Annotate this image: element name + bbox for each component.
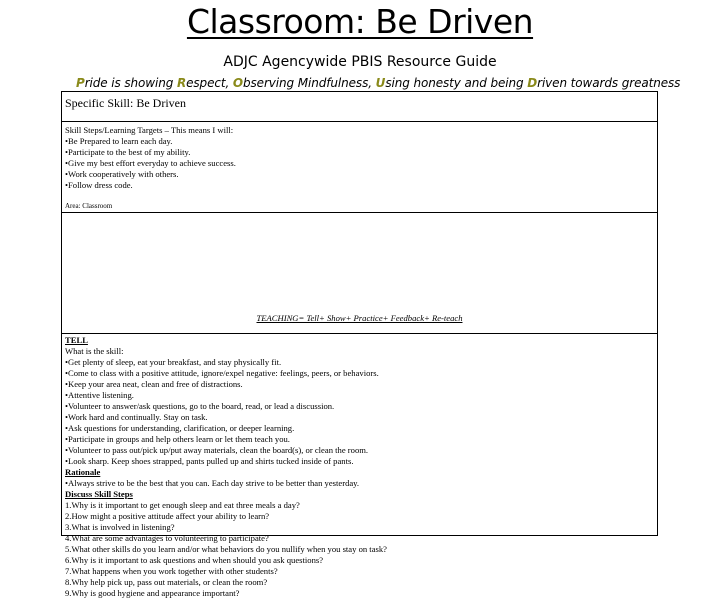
motto-text: espect, (186, 76, 233, 90)
motto-letter-u: U (375, 76, 386, 90)
motto-letter-o: O (232, 76, 244, 90)
motto-text: sing honesty and being (385, 76, 528, 90)
teaching-row (62, 213, 657, 334)
teaching-formula: TEACHING= Tell+ Show+ Practice+ Feedback+ Re-teach (256, 313, 463, 323)
discuss-question: 8.Why help pick up, pass out materials, or clean the room? (65, 577, 268, 587)
discuss-question: 9.Why is good hygiene and appearance important? (65, 588, 240, 598)
skill-steps-row (62, 122, 657, 200)
motto-letter-p: P (76, 76, 85, 90)
skill-steps-heading: Skill Steps/Learning Targets – This means I will: (65, 125, 234, 135)
tell-item: • Attentive listening. (65, 390, 387, 401)
area-row (62, 200, 657, 213)
skill-step-item: • Follow dress code. (65, 180, 236, 191)
tell-item: • Look sharp. Keep shoes strapped, pants pulled up and shirts tucked inside of pants. (65, 456, 387, 467)
area-label: Area: Classroom (65, 202, 113, 210)
discuss-question: 3.What is involved in listening? (65, 522, 175, 532)
tell-section (65, 335, 387, 599)
resource-table (61, 91, 658, 598)
discuss-question: 5.What other skills do you learn and/or what behaviors do you nullify when you stay on task? (65, 544, 387, 554)
rationale-heading: Rationale (65, 467, 101, 477)
tell-item: • Ask questions for understanding, clarification, or deeper learning. (65, 423, 387, 434)
discuss-question: 7.What happens when you work together with other students? (65, 566, 278, 576)
discuss-question: 2.How might a positive attitude affect your ability to learn? (65, 511, 270, 521)
tell-item: • Volunteer to pass out/pick up/put away materials, clean the board(s), or clean the room. (65, 445, 387, 456)
tell-item: • Come to class with a positive attitude, ignore/expel negative: feelings, peers, or behaviors. (65, 368, 387, 379)
skill-step-item: • Participate to the best of my ability. (65, 147, 236, 158)
motto-text: bserving Mindfulness, (243, 76, 376, 90)
skill-steps-list (65, 125, 236, 191)
discuss-question: 4.What are some advantages to volunteering to participate? (65, 533, 269, 543)
tell-item: • Work hard and continually. Stay on task. (65, 412, 387, 423)
skill-step-item: • Work cooperatively with others. (65, 169, 236, 180)
specific-skill: Specific Skill: Be Driven (65, 96, 186, 110)
tell-question: What is the skill: (65, 346, 124, 356)
pride-motto (76, 75, 716, 91)
rationale-item: • Always strive to be the best that you can. Each day strive to be better than yesterday. (65, 478, 387, 489)
specific-skill-row (62, 92, 657, 122)
skill-step-item: • Give my best effort everyday to achieve success. (65, 158, 236, 169)
tell-heading: TELL (65, 335, 88, 345)
motto-letter-r: R (176, 76, 187, 90)
tell-row (62, 334, 657, 598)
tell-item: • Get plenty of sleep, eat your breakfast, and stay physically fit. (65, 357, 387, 368)
motto-letter-d: D (527, 76, 538, 90)
tell-item: • Volunteer to answer/ask questions, go to the board, read, or lead a discussion. (65, 401, 387, 412)
discuss-question: 1.Why is it important to get enough sleep and eat three meals a day? (65, 500, 300, 510)
discuss-heading: Discuss Skill Steps (65, 489, 133, 499)
motto-text: riven towards greatness (537, 76, 681, 90)
page-subtitle: ADJC Agencywide PBIS Resource Guide (223, 54, 497, 70)
tell-item: • Participate in groups and help others learn or let them teach you. (65, 434, 387, 445)
discuss-question: 6.Why is it important to ask questions and when should you ask questions? (65, 555, 324, 565)
tell-item: • Keep your area neat, clean and free of distractions. (65, 379, 387, 390)
page-title: Classroom: Be Driven (186, 2, 534, 41)
motto-text: ride is showing (84, 76, 177, 90)
skill-step-item: • Be Prepared to learn each day. (65, 136, 236, 147)
